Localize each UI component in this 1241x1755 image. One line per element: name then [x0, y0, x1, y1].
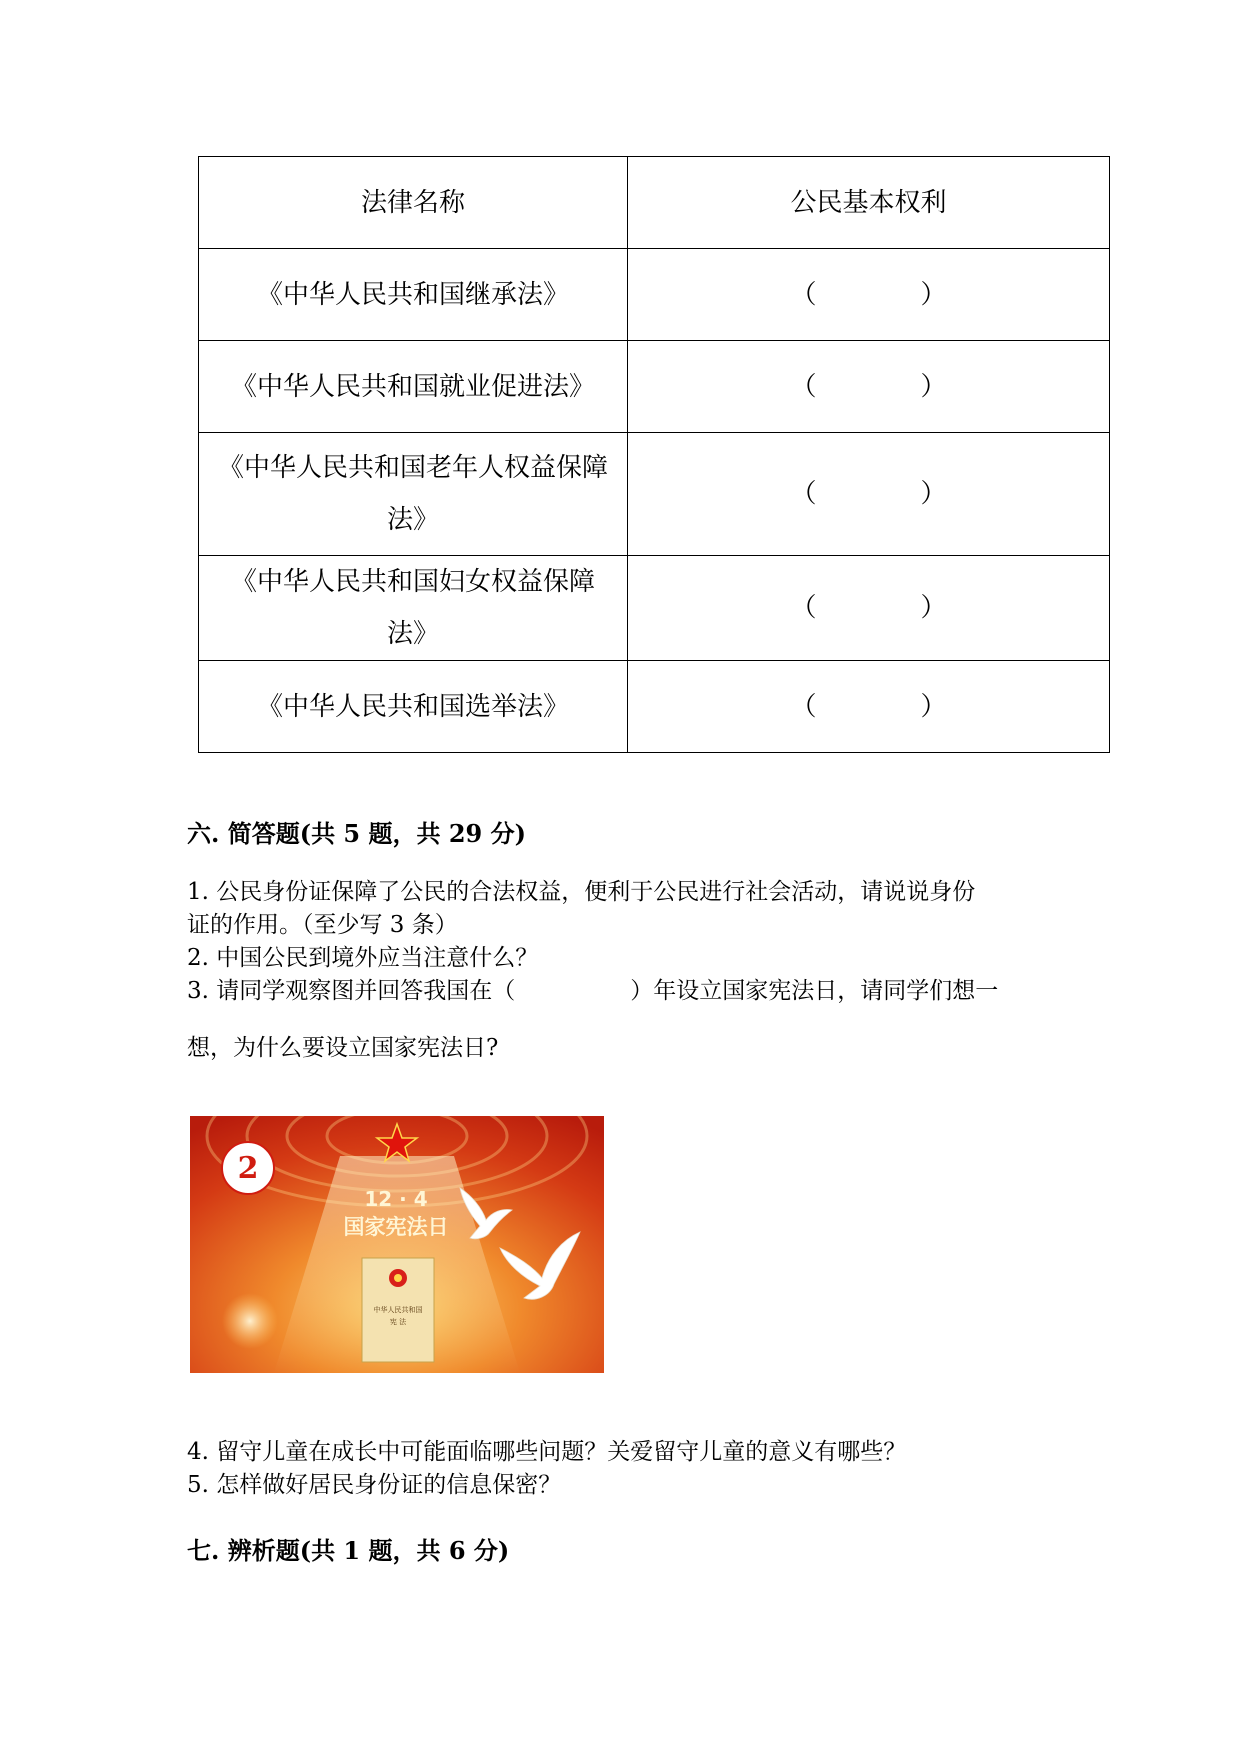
- law-name-cell: 《中华人民共和国就业促进法》: [199, 341, 628, 433]
- svg-text:2: 2: [237, 1151, 259, 1186]
- law-name-cell: 《中华人民共和国妇女权益保障法》: [199, 556, 628, 661]
- table-row: [199, 341, 1110, 433]
- answer-blank-cell: [628, 661, 1110, 753]
- question-4: 4. 留守儿童在成长中可能面临哪些问题？关爱留守儿童的意义有哪些？: [187, 1439, 907, 1465]
- law-name-cell: 《中华人民共和国老年人权益保障法》: [199, 433, 628, 556]
- law-rights-table: [198, 156, 1110, 753]
- answer-blank: （ ）: [790, 279, 947, 310]
- answer-blank-cell: [628, 433, 1110, 556]
- header-law-name: 法律名称: [199, 157, 628, 249]
- constitution-book-icon: [362, 1258, 434, 1362]
- section-7-title: 七. 辨析题(共 1 题，共 6 分): [187, 1536, 510, 1565]
- table-header-row: [199, 157, 1110, 249]
- constitution-day-text: 国家宪法日: [343, 1215, 449, 1239]
- question-3-line-2: 想，为什么要设立国家宪法日?: [187, 1035, 499, 1061]
- question-5: 5. 怎样做好居民身份证的信息保密？: [187, 1472, 562, 1498]
- answer-blank-cell: [628, 341, 1110, 433]
- answer-blank-cell: [628, 556, 1110, 661]
- table-row: [199, 433, 1110, 556]
- section-6-title: 六. 简答题(共 5 题，共 29 分): [187, 819, 526, 848]
- answer-blank: （ ）: [790, 593, 947, 623]
- answer-blank: （ ）: [790, 479, 947, 509]
- question-1-line-2: 证的作用。（至少写 3 条）: [187, 912, 458, 938]
- header-basic-rights: 公民基本权利: [628, 157, 1110, 249]
- law-name-cell: 《中华人民共和国选举法》: [199, 661, 628, 753]
- table-row: [199, 556, 1110, 661]
- question-3-line-1: 3. 请同学观察图并回答我国在（ ）年设立国家宪法日，请同学们想一: [187, 978, 999, 1004]
- emblem-logo-icon: [222, 1142, 274, 1194]
- book-title-line-2: 宪 法: [389, 1318, 407, 1326]
- table-row: [199, 249, 1110, 341]
- answer-blank: （ ）: [790, 371, 947, 402]
- law-name-cell: 《中华人民共和国继承法》: [199, 249, 628, 341]
- answer-blank-cell: [628, 249, 1110, 341]
- answer-blank: （ ）: [790, 691, 947, 722]
- constitution-day-image: [190, 1116, 604, 1373]
- book-title-line-1: 中华人民共和国: [373, 1306, 423, 1314]
- date-text: 12 · 4: [364, 1187, 428, 1211]
- question-1-line-1: 1. 公民身份证保障了公民的合法权益，便利于公民进行社会活动，请说说身份: [187, 879, 976, 905]
- sunlight-glow: [222, 1293, 278, 1349]
- table-row: [199, 661, 1110, 753]
- question-2: 2. 中国公民到境外应当注意什么？: [187, 945, 539, 971]
